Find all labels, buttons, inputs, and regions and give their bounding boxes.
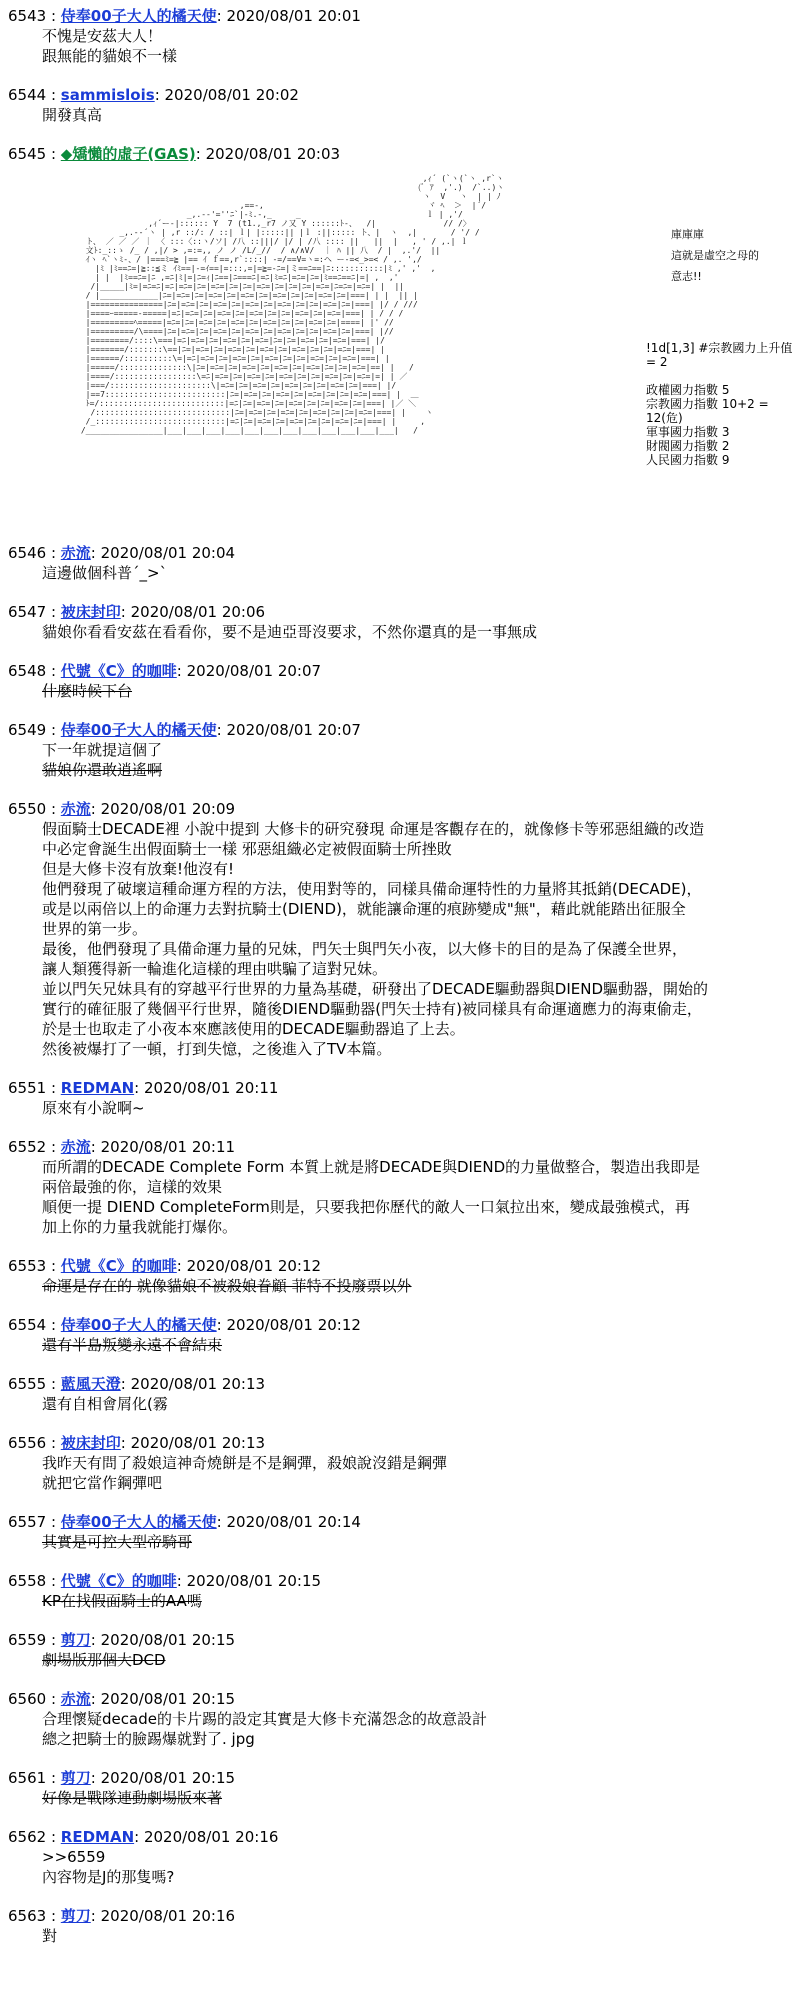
post-line: 於是士也取走了小夜本來應該使用的DECADE驅動器追了上去。 bbox=[42, 1020, 465, 1038]
post-6553 bbox=[8, 1256, 800, 1296]
post-body bbox=[42, 1926, 800, 1946]
post-date: 2020/08/01 20:07 bbox=[186, 662, 322, 680]
post-line: 我昨天有問了殺娘這神奇燒餅是不是鋼彈，殺娘說沒錯是鋼彈 bbox=[42, 1454, 448, 1472]
post-body bbox=[42, 740, 800, 780]
post-header bbox=[8, 1689, 800, 1709]
post-body bbox=[42, 1847, 800, 1887]
poster-name[interactable]: 剪刀 bbox=[60, 1769, 91, 1787]
post-number: 6560 bbox=[8, 1690, 47, 1708]
poster-name[interactable]: 被床封印 bbox=[60, 603, 121, 621]
post-body bbox=[42, 1394, 800, 1414]
post-body bbox=[42, 622, 800, 642]
post-6547 bbox=[8, 602, 800, 642]
separator: : bbox=[46, 7, 61, 25]
post-number: 6548 bbox=[8, 662, 47, 680]
post-date: 2020/08/01 20:02 bbox=[164, 86, 299, 104]
post-header bbox=[8, 543, 800, 563]
post-date: 2020/08/01 20:06 bbox=[130, 603, 266, 621]
separator: : bbox=[46, 145, 61, 163]
post-line: 這邊做個科普´_>` bbox=[42, 564, 168, 582]
post-date: 2020/08/01 20:15 bbox=[100, 1769, 236, 1787]
separator: : bbox=[216, 1316, 227, 1334]
poster-name[interactable]: ◆矯懶的虛子(GAS) bbox=[60, 145, 196, 163]
post-number: 6563 bbox=[8, 1907, 47, 1925]
post-number: 6552 bbox=[8, 1138, 47, 1156]
post-6550 bbox=[8, 799, 800, 1059]
poster-name[interactable]: 代號《C》的咖啡 bbox=[60, 1257, 177, 1275]
post-header bbox=[8, 1433, 800, 1453]
poster-name[interactable]: 赤流 bbox=[60, 800, 91, 818]
separator: : bbox=[46, 662, 61, 680]
post-6557 bbox=[8, 1512, 800, 1552]
poster-name[interactable]: 赤流 bbox=[60, 1138, 91, 1156]
separator: : bbox=[120, 603, 131, 621]
post-number: 6562 bbox=[8, 1828, 47, 1846]
post-line: 最後，他們發現了具備命運力量的兄妹，門矢士與門矢小夜，以大修卡的目的是為了保護全世界， bbox=[42, 940, 688, 958]
separator: : bbox=[154, 86, 165, 104]
post-number: 6554 bbox=[8, 1316, 47, 1334]
post-number: 6543 bbox=[8, 7, 47, 25]
separator: : bbox=[46, 1434, 61, 1452]
poster-name[interactable]: 赤流 bbox=[60, 544, 91, 562]
post-line: 還有半島叛變永遠不會結束 bbox=[42, 1336, 223, 1354]
post-number: 6544 bbox=[8, 86, 47, 104]
post-date: 2020/08/01 20:15 bbox=[100, 1631, 236, 1649]
separator: : bbox=[216, 1513, 227, 1531]
post-number: 6551 bbox=[8, 1079, 47, 1097]
post-line: 劇場版那個大DCD bbox=[42, 1651, 166, 1669]
post-6543 bbox=[8, 6, 800, 66]
post-header bbox=[8, 1512, 800, 1532]
post-date: 2020/08/01 20:11 bbox=[100, 1138, 236, 1156]
post-header bbox=[8, 1374, 800, 1394]
separator: : bbox=[46, 1257, 61, 1275]
post-body bbox=[42, 1335, 800, 1355]
post-date: 2020/08/01 20:15 bbox=[186, 1572, 322, 1590]
post-line: 或是以兩倍以上的命運力去對抗騎士(DIEND)，就能讓命運的痕跡變成"無"，藉此就能踏出征服全 bbox=[42, 900, 686, 918]
post-date: 2020/08/01 20:11 bbox=[143, 1079, 279, 1097]
post-date: 2020/08/01 20:13 bbox=[130, 1375, 266, 1393]
poster-name[interactable]: 侍奉00子大人的橘天使 bbox=[60, 7, 217, 25]
post-header bbox=[8, 661, 800, 681]
post-line: >>6559 bbox=[42, 1848, 106, 1866]
post-date: 2020/08/01 20:04 bbox=[100, 544, 236, 562]
post-line: 開發真高 bbox=[42, 106, 103, 124]
post-header bbox=[8, 720, 800, 740]
post-line: 下一年就提這個了 bbox=[42, 741, 163, 759]
post-header bbox=[8, 1137, 800, 1157]
post-date: 2020/08/01 20:09 bbox=[100, 800, 236, 818]
poster-name[interactable]: 赤流 bbox=[60, 1690, 91, 1708]
post-body bbox=[42, 1098, 800, 1118]
separator: : bbox=[46, 1138, 61, 1156]
post-line: 世界的第一步。 bbox=[42, 920, 148, 938]
separator: : bbox=[46, 1079, 61, 1097]
post-line: 原來有小說啊~ bbox=[42, 1099, 145, 1117]
separator: : bbox=[120, 1434, 131, 1452]
separator: : bbox=[90, 1907, 101, 1925]
post-line: 加上你的力量我就能打爆你。 bbox=[42, 1218, 238, 1236]
post-line: 假面騎士DECADE裡 小說中提到 大修卡的研究發現 命運是客觀存在的，就像修卡等邪惡組織的改造 bbox=[42, 820, 705, 838]
post-date: 2020/08/01 20:16 bbox=[143, 1828, 279, 1846]
post-body bbox=[42, 105, 800, 125]
post-date: 2020/08/01 20:12 bbox=[186, 1257, 322, 1275]
post-6562 bbox=[8, 1827, 800, 1887]
post-body bbox=[42, 1788, 800, 1808]
post-body bbox=[42, 1276, 800, 1296]
post-date: 2020/08/01 20:01 bbox=[226, 7, 361, 25]
post-number: 6553 bbox=[8, 1257, 47, 1275]
post-6549 bbox=[8, 720, 800, 780]
post-line: 實行的確征服了幾個平行世界，隨後DIEND驅動器(門矢士持有)被同樣具有命運適應力的海東偷走， bbox=[42, 1000, 702, 1018]
separator: : bbox=[176, 662, 187, 680]
separator: : bbox=[46, 1690, 61, 1708]
post-body bbox=[42, 26, 800, 66]
stat-line: 軍事國力指數 3 bbox=[646, 425, 730, 439]
separator: : bbox=[46, 86, 61, 104]
separator: : bbox=[90, 544, 101, 562]
post-body bbox=[42, 1453, 800, 1493]
post-date: 2020/08/01 20:14 bbox=[226, 1513, 361, 1531]
post-line: 中必定會誕生出假面騎士一樣 邪惡組織必定被假面騎士所挫敗 bbox=[42, 840, 452, 858]
separator: : bbox=[46, 1513, 61, 1531]
separator: : bbox=[46, 800, 61, 818]
post-number: 6556 bbox=[8, 1434, 47, 1452]
post-line: 合理懷疑decade的卡片踢的設定其實是大修卡充滿怨念的故意設計 bbox=[42, 1710, 487, 1728]
separator: : bbox=[195, 145, 206, 163]
post-body bbox=[42, 1532, 800, 1552]
post-number: 6561 bbox=[8, 1769, 47, 1787]
post-date: 2020/08/01 20:12 bbox=[226, 1316, 361, 1334]
stat-line: 財閥國力指數 2 bbox=[646, 439, 730, 453]
post-line: 並以門矢兄妹具有的穿越平行世界的力量為基礎，研發出了DECADE驅動器與DIEND驅動器，開始的 bbox=[42, 980, 709, 998]
post-header bbox=[8, 1827, 800, 1847]
poster-name[interactable]: 代號《C》的咖啡 bbox=[60, 1572, 177, 1590]
post-line: 好像是戰隊連動劇場版來著 bbox=[42, 1789, 223, 1807]
separator: : bbox=[46, 1631, 61, 1649]
post-body bbox=[42, 563, 800, 583]
post-line: 貓娘你看看安茲在看看你，要不是迪亞哥沒要求，不然你還真的是一事無成 bbox=[42, 623, 538, 641]
post-line: 貓娘你還敢逍遙啊 bbox=[42, 761, 163, 779]
separator: : bbox=[46, 1828, 61, 1846]
poster-name[interactable]: REDMAN bbox=[60, 1079, 135, 1097]
post-6546 bbox=[8, 543, 800, 583]
speech-line: 庫庫庫 bbox=[671, 228, 704, 241]
post-line: 內容物是J的那隻嗎? bbox=[42, 1868, 175, 1886]
post-number: 6558 bbox=[8, 1572, 47, 1590]
post-6548 bbox=[8, 661, 800, 701]
post-line: 命運是存在的 就像貓娘不被殺娘眷顧 菲特不投廢票以外 bbox=[42, 1277, 412, 1295]
separator: : bbox=[90, 1690, 101, 1708]
separator: : bbox=[90, 1769, 101, 1787]
stat-line: 政權國力指數 5 bbox=[646, 383, 730, 397]
speech-line: 這就是虛空之母的 bbox=[671, 249, 759, 262]
separator: : bbox=[90, 1138, 101, 1156]
separator: : bbox=[134, 1079, 144, 1097]
post-6555 bbox=[8, 1374, 800, 1414]
post-6556 bbox=[8, 1433, 800, 1493]
separator: : bbox=[120, 1375, 131, 1393]
post-body bbox=[42, 819, 800, 1059]
separator: : bbox=[46, 1907, 61, 1925]
post-header bbox=[8, 1906, 800, 1926]
separator: : bbox=[216, 7, 227, 25]
post-line: 順便一提 DIEND CompleteForm則是，只要我把你歷代的敵人一口氣拉出來，變成最強模式，再 bbox=[42, 1198, 690, 1216]
post-header bbox=[8, 602, 800, 622]
ascii-art-block bbox=[76, 174, 800, 524]
post-header bbox=[8, 1256, 800, 1276]
post-6552 bbox=[8, 1137, 800, 1237]
separator: : bbox=[46, 1316, 61, 1334]
post-number: 6555 bbox=[8, 1375, 47, 1393]
separator: : bbox=[134, 1828, 144, 1846]
post-date: 2020/08/01 20:03 bbox=[205, 145, 341, 163]
post-6561 bbox=[8, 1768, 800, 1808]
post-line: 還有自相會屑化(霧 bbox=[42, 1395, 168, 1413]
post-header bbox=[8, 85, 800, 105]
post-number: 6550 bbox=[8, 800, 47, 818]
post-number: 6547 bbox=[8, 603, 47, 621]
post-line: KP在找假面騎士的AA嗎 bbox=[42, 1592, 202, 1610]
post-number: 6549 bbox=[8, 721, 47, 739]
separator: : bbox=[46, 1572, 61, 1590]
separator: : bbox=[176, 1257, 187, 1275]
ascii-art-speech bbox=[671, 224, 759, 287]
post-date: 2020/08/01 20:16 bbox=[100, 1907, 236, 1925]
poster-name[interactable]: 藍風天澄 bbox=[60, 1375, 121, 1393]
post-6551 bbox=[8, 1078, 800, 1118]
post-number: 6545 bbox=[8, 145, 47, 163]
post-number: 6546 bbox=[8, 544, 47, 562]
post-header bbox=[8, 1078, 800, 1098]
separator: : bbox=[46, 721, 61, 739]
post-body bbox=[42, 1709, 800, 1749]
post-date: 2020/08/01 20:13 bbox=[130, 1434, 266, 1452]
stat-line: 人民國力指數 9 bbox=[646, 453, 730, 467]
post-body bbox=[42, 1157, 800, 1237]
post-6563 bbox=[8, 1906, 800, 1946]
poster-name[interactable]: 侍奉00子大人的橘天使 bbox=[60, 1513, 217, 1531]
poster-name[interactable]: 代號《C》的咖啡 bbox=[60, 662, 177, 680]
separator: : bbox=[46, 1769, 61, 1787]
post-line: 然後被爆打了一頓，打到失憶，之後進入了TV本篇。 bbox=[42, 1040, 392, 1058]
post-line: 對 bbox=[42, 1927, 58, 1945]
post-header bbox=[8, 799, 800, 819]
separator: : bbox=[46, 603, 61, 621]
post-6544 bbox=[8, 85, 800, 125]
poster-name[interactable]: sammislois bbox=[60, 86, 155, 104]
poster-name[interactable]: 侍奉00子大人的橘天使 bbox=[60, 721, 217, 739]
poster-name[interactable]: 剪刀 bbox=[60, 1631, 91, 1649]
post-line: 總之把騎士的臉踢爆就對了. jpg bbox=[42, 1730, 255, 1748]
poster-name[interactable]: REDMAN bbox=[60, 1828, 135, 1846]
post-header bbox=[8, 1571, 800, 1591]
post-line: 不愧是安茲大人！ bbox=[42, 27, 163, 45]
poster-name[interactable]: 剪刀 bbox=[60, 1907, 91, 1925]
post-line: 但是大修卡沒有放棄!他沒有! bbox=[42, 860, 235, 878]
post-date: 2020/08/01 20:15 bbox=[100, 1690, 236, 1708]
post-line: 跟無能的貓娘不一樣 bbox=[42, 47, 178, 65]
post-line: 他們發現了破壞這種命運方程的方法，使用對等的，同樣具備命運特性的力量將其抵銷(DECADE)， bbox=[42, 880, 702, 898]
post-date: 2020/08/01 20:07 bbox=[226, 721, 361, 739]
post-number: 6559 bbox=[8, 1631, 47, 1649]
stat-line: 宗教國力指數 10+2 = 12(危) bbox=[646, 397, 769, 425]
post-header bbox=[8, 1630, 800, 1650]
post-6545 bbox=[8, 144, 800, 524]
poster-name[interactable]: 被床封印 bbox=[60, 1434, 121, 1452]
post-header bbox=[8, 1768, 800, 1788]
separator: : bbox=[46, 544, 61, 562]
poster-name[interactable]: 侍奉00子大人的橘天使 bbox=[60, 1316, 217, 1334]
post-body bbox=[42, 1650, 800, 1670]
post-header bbox=[8, 144, 800, 164]
separator: : bbox=[90, 800, 101, 818]
post-line: 其實是可控大型帝騎哥 bbox=[42, 1533, 193, 1551]
national-power-stats bbox=[646, 341, 800, 467]
post-6560 bbox=[8, 1689, 800, 1749]
post-body bbox=[42, 1591, 800, 1611]
speech-line: 意志!! bbox=[671, 270, 702, 283]
post-header bbox=[8, 1315, 800, 1335]
post-line: 什麼時候下台 bbox=[42, 682, 133, 700]
post-6558 bbox=[8, 1571, 800, 1611]
post-number: 6557 bbox=[8, 1513, 47, 1531]
separator: : bbox=[90, 1631, 101, 1649]
separator: : bbox=[216, 721, 227, 739]
post-6559 bbox=[8, 1630, 800, 1670]
post-line: 而所謂的DECADE Complete Form 本質上就是將DECADE與DIEND的力量做整合，製造出我即是 bbox=[42, 1158, 701, 1176]
separator: : bbox=[176, 1572, 187, 1590]
post-header bbox=[8, 6, 800, 26]
post-6554 bbox=[8, 1315, 800, 1355]
separator: : bbox=[46, 1375, 61, 1393]
ascii-art-castle: ,ｨ´ (`ヽ(`ヽ ,r`ヽ (ﾞ ｱ ,'.) /`..)ヽ ヽ V ヽ | | ﾉ ,==-, ヾ ﾍ ＞ |´/ _,.--'=''ﾆ`|-ﾐ.-,_ _ ｌ | ,'/ ,ｨ´ー‐|:::::: Y 7 (t1.,_r7 ノ又 Y ::::::ﾄ‐、 /| // /〉 _,.-‐´ヽ | ,r ::/: / ::| ｌ| |:::::|| |ｌ :||::::: ト、| ヽ ,| / '/ / ト、 ／ ／ ／ ｜ 〈 :::〈::ヽ/ソ| /八 ::|||/ |/ | /八 :::: || || | , ' / ,.| ｌ 文ﾄ:_::ゝ /_ / ,|/ > ,=:=,, ノ ノ /L/_// / ∧/∧V/ ｜ ﾊ || 八 / | ,.'/ || ｲヽ ﾍ`ヽﾐ-、/ |===ﾐ=≧ |== ｲ ｆ==,r`::::| -=/==V=ヽ=:ヘ ー-=<_>=< / ,. ',/ |ﾐ |ﾐ==ﾆ=|≧::≦ミ ｲﾐ==|-=ｲ==|=:::,=|=≧=-ﾆ=|ミ==ﾆ==|ﾆ:::::::::::|ﾐ ,' ,' , | | |ﾐ==ﾆ=|ﾆ ,=ﾆ|ﾐ|=|ﾆ=ｨ|ﾆ==|ﾆ===ﾆ|=ﾆ|ﾐ=ﾆ|=ﾆ=|ﾆ=|ﾐ==ﾆ==ﾆ|=| , ,' /|_____|ﾐ=|=ﾆ=ﾆ|=ﾆ|=ﾆ=|ﾆ=|=ﾆ=|ﾆ=|ﾆ=|=ﾆ=|ﾆ=|ﾆ=|ﾆ=|=ﾆ=|ﾆ=ﾆ=|=ﾆ=| | || / |____________|ﾆ=|=ﾆ=|ﾆ=|=ﾆ=|ﾆ=|=ﾆ=|ﾆ=|=ﾆ=|ﾆ=|ﾆ=|=ﾆ=|ﾆ=|===| | | || | |===============|ﾆ=|=ﾆ=|ﾆ=|=ﾆ=|ﾆ=|=ﾆ=|ﾆ=|=ﾆ=|ﾆ=|ﾆ=|=ﾆ=|ﾆ=|===| |/ / /// |====ｰ=====-=====|=ﾆ|=ﾆ=|ﾆ=|=ﾆ=|ﾆ=|=ﾆ=|ﾆ=|ﾆ=|=ﾆ=|ﾆ=|=ﾆ=|===| | / / / |=========ﾍ=====|=ﾆ=|ﾆ=|=ﾆ=|ﾆ=|=ﾆ=|ﾆ=|=ﾆ=|ﾆ=|ﾆ=|=ﾆ=|ﾆ=|====| |' // |=========/\====|ﾆ=|=ﾆ=|ﾆ=|=ﾆ=|ﾆ=|=ﾆ=|ﾆ=|=ﾆ=|ﾆ=|ﾆ=|=ﾆ=|ﾆ=|===| |// |========/::::\===|=ﾆ|=ﾆ=|ﾆ=|=ﾆ=|ﾆ=|=ﾆ=|ﾆ=|ﾆ=|=ﾆ=|ﾆ=|=ﾆ=|===| |/ |=======/:::::::\==|ﾆ=|=ﾆ=|ﾆ=|=ﾆ=|ﾆ=|=ﾆ=|ﾆ=|=ﾆ=|ﾆ=|ﾆ=|=ﾆ=|===| | |======/::::::::::\=|=ﾆ|=ﾆ=|ﾆ=|=ﾆ=|ﾆ=|=ﾆ=|ﾆ=|ﾆ=|=ﾆ=|ﾆ=|=ﾆ=|===| | |=====/::::::::::::::\|ﾆ=|=ﾆ=|ﾆ=|=ﾆ=|ﾆ=|=ﾆ=|ﾆ=|=ﾆ=|ﾆ=|ﾆ=|=ﾆ=|==| | / |====/:::::::::::::::::\=ﾆ|=ﾆ=|ﾆ=|=ﾆ=|ﾆ=|=ﾆ=|ﾆ=|ﾆ=|=ﾆ=|ﾆ=|=ﾆ=|=| | ／ |===/:::::::::::::::::::::\|=ﾆ=|ﾆ=|=ﾆ=|ﾆ=|=ﾆ=|ﾆ=|ﾆ=|=ﾆ=|ﾆ=|===| |/ |==7:::::::::::::::::::::::::|ﾆ=|=ﾆ=|ﾆ=|=ﾆ=|ﾆ=|=ﾆ=|ﾆ=|ﾆ=|=ﾆ=|===| | ＿ ﾄ=/::::::::::::::::::::::::::|=ﾆ|ﾆ=|=ﾆ=|ﾆ=|=ﾆ=|ﾆ=|ﾆ=|=ﾆ=|ﾆ=|===| |／ ＼ /::::::::::::::::::::::::::::|ﾆ=|=ﾆ=|ﾆ=|=ﾆ=|ﾆ=|=ﾆ=|ﾆ=|ﾆ=|=ﾆ=|===| | ヽ /_:::::::::::::::::::::::::::|=ﾆ|ﾆ=|=ﾆ=|ﾆ=|=ﾆ=|ﾆ=|ﾆ=|=ﾆ=|ﾆ=|===| | , /________________|___|___|___|___|___|___|___|___|___|___|___|___| / bbox=[80, 174, 505, 435]
post-line: 讓人類獲得新一輪進化這樣的理由哄騙了這對兄妹。 bbox=[42, 960, 388, 978]
post-line: 兩倍最強的你，這樣的效果 bbox=[42, 1178, 223, 1196]
post-body bbox=[42, 681, 800, 701]
post-body bbox=[42, 174, 800, 524]
post-line: 就把它當作鋼彈吧 bbox=[42, 1474, 163, 1492]
dice-roll-result: !1d[1,3] #宗教國力上升值= 2 bbox=[646, 341, 793, 369]
